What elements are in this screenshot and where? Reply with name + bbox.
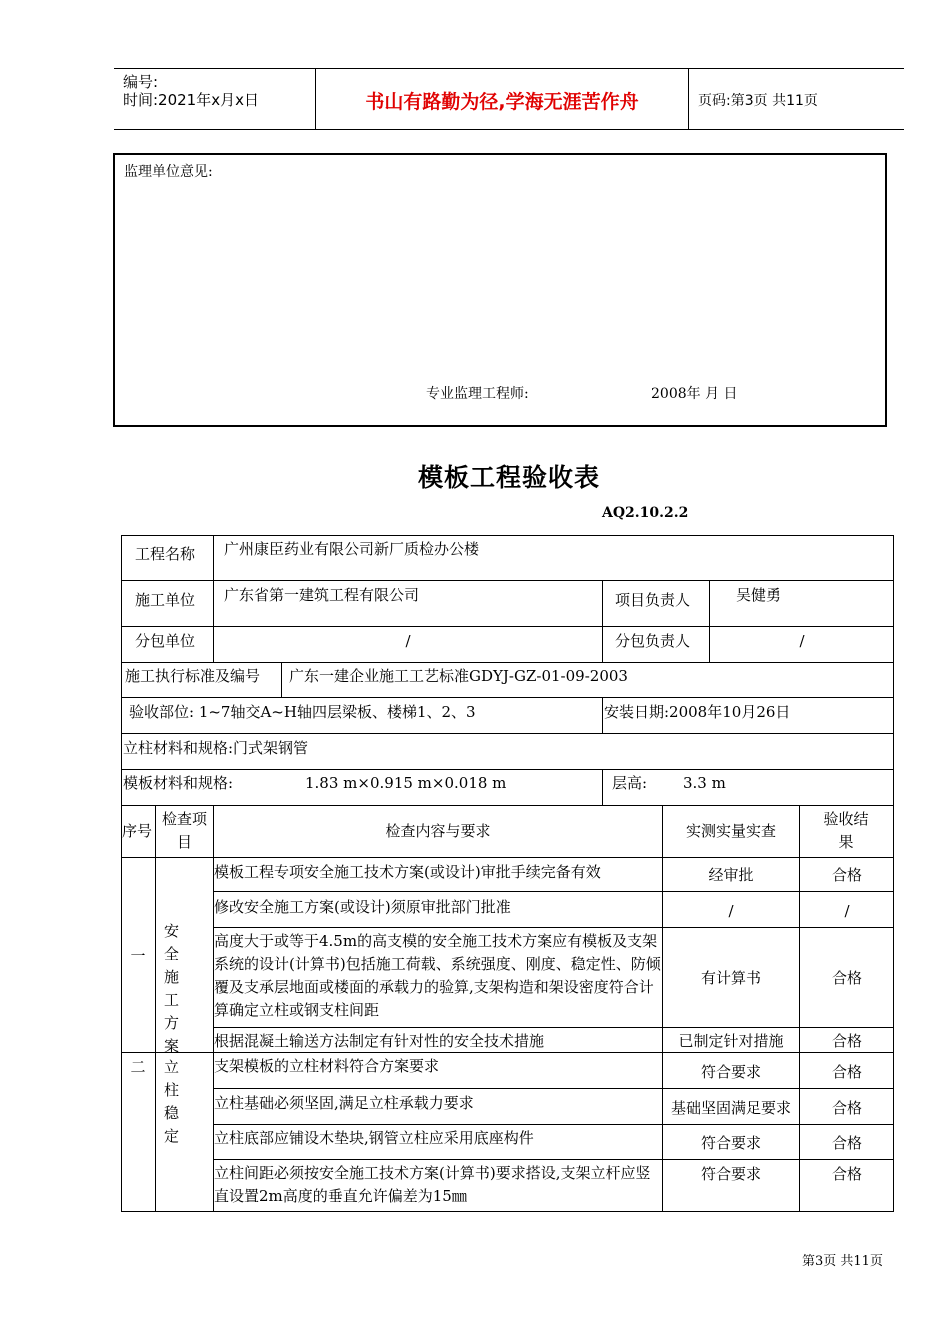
row-content: 立柱基础必须坚固,满足立柱承载力要求	[214, 1094, 474, 1112]
row-measured: /	[728, 902, 734, 920]
section-seq: 一	[130, 947, 146, 965]
header-page-cell	[689, 69, 904, 129]
column-material-text: 立柱材料和规格:门式架钢管	[123, 739, 309, 757]
formwork-material-value: 1.83 m×0.915 m×0.018 m	[305, 774, 507, 792]
section-seq: 二	[130, 1058, 146, 1076]
row-result: 合格	[831, 1134, 862, 1152]
page-number-label: 页码:第3页 共11页	[698, 93, 818, 109]
row-content: 模板工程专项安全施工技术方案(或设计)审批手续完备有效	[214, 863, 601, 881]
row-result: 合格	[831, 1165, 862, 1183]
row-result: /	[844, 902, 850, 920]
sub-manager-label: 分包负责人	[615, 632, 691, 650]
row-result: 合格	[831, 1063, 862, 1081]
location-text: 验收部位: 1~7轴交A~H轴四层梁板、楼梯1、2、3	[129, 703, 476, 721]
row-measured: 有计算书	[700, 969, 761, 987]
contractor-value: 广东省第一建筑工程有限公司	[224, 586, 420, 604]
section-item: 安全施工方案	[164, 922, 189, 1055]
col-result-header: 验收结果	[823, 810, 869, 851]
standard-label: 施工执行标准及编号	[125, 667, 261, 685]
col-seq-header: 序号	[122, 822, 153, 840]
row-result: 合格	[831, 1099, 862, 1117]
project-name-value: 广州康臣药业有限公司新厂质检办公楼	[224, 540, 480, 558]
page-header	[114, 68, 904, 130]
col-content-header: 检查内容与要求	[385, 822, 491, 840]
page-footer: 第3页 共11页	[802, 1254, 883, 1269]
row-measured: 经审批	[708, 866, 754, 884]
subcontractor-label: 分包单位	[135, 632, 196, 650]
row-measured: 已制定针对措施	[678, 1032, 784, 1050]
project-manager-label: 项目负责人	[615, 591, 691, 609]
time-label: 时间:2021年x月x日	[123, 91, 259, 109]
supervision-opinion-box	[113, 153, 887, 427]
supervision-opinion-label: 监理单位意见:	[124, 164, 213, 180]
col-measured-header: 实测实量实查	[685, 822, 776, 840]
row-measured: 符合要求	[700, 1134, 761, 1152]
subcontractor-value: /	[405, 632, 411, 650]
slogan: 书山有路勤为径,学海无涯苦作舟	[365, 91, 639, 113]
install-date-text: 安装日期:2008年10月26日	[604, 703, 791, 721]
col-item-header: 检查项目	[161, 810, 207, 851]
formwork-material-label: 模板材料和规格:	[123, 774, 234, 792]
contractor-label: 施工单位	[135, 591, 196, 609]
header-meta-cell	[114, 69, 316, 129]
number-label: 编号:	[123, 73, 159, 91]
row-measured: 符合要求	[700, 1063, 761, 1081]
header-slogan-cell	[316, 69, 689, 129]
acceptance-form	[121, 535, 894, 1212]
row-result: 合格	[831, 1032, 862, 1050]
row-measured: 基础坚固满足要求	[670, 1099, 791, 1117]
section-item: 立柱稳定	[164, 1058, 189, 1145]
row-content: 修改安全施工方案(或设计)须原审批部门批准	[214, 898, 511, 916]
row-result: 合格	[831, 969, 862, 987]
floor-height-label: 层高:	[612, 774, 648, 792]
row-content: 根据混凝土输送方法制定有针对性的安全技术措施	[214, 1032, 545, 1050]
row-result: 合格	[831, 866, 862, 884]
standard-value: 广东一建企业施工工艺标准GDYJ-GZ-01-09-2003	[289, 667, 628, 685]
project-name-label: 工程名称	[135, 545, 196, 563]
form-code: AQ2.10.2.2	[602, 505, 689, 521]
supervision-date: 2008年 月 日	[651, 386, 738, 402]
row-content: 立柱间距必须按安全施工技术方案(计算书)要求搭设,支架立杆应竖直设置2m高度的垂直允许偏差为15㎜	[214, 1164, 651, 1205]
row-measured: 符合要求	[700, 1165, 761, 1183]
supervising-engineer-label: 专业监理工程师:	[426, 386, 529, 402]
row-content: 立柱底部应铺设木垫块,钢管立柱应采用底座构件	[214, 1129, 534, 1147]
row-content: 高度大于或等于4.5m的高支模的安全施工技术方案应有模板及支架系统的设计(计算书)包括施工荷载、系统强度、刚度、稳定性、防倾覆及支承层地面或楼面的承载力的验算,支架构造和架设密度符合计算确定立柱或钢支柱间距	[214, 932, 661, 1019]
row-content: 支架模板的立柱材料符合方案要求	[214, 1057, 440, 1075]
sub-manager-value: /	[799, 632, 805, 650]
project-manager-value: 吴健勇	[736, 586, 782, 604]
floor-height-value: 3.3 m	[683, 774, 726, 792]
page-title: 模板工程验收表	[417, 463, 600, 492]
